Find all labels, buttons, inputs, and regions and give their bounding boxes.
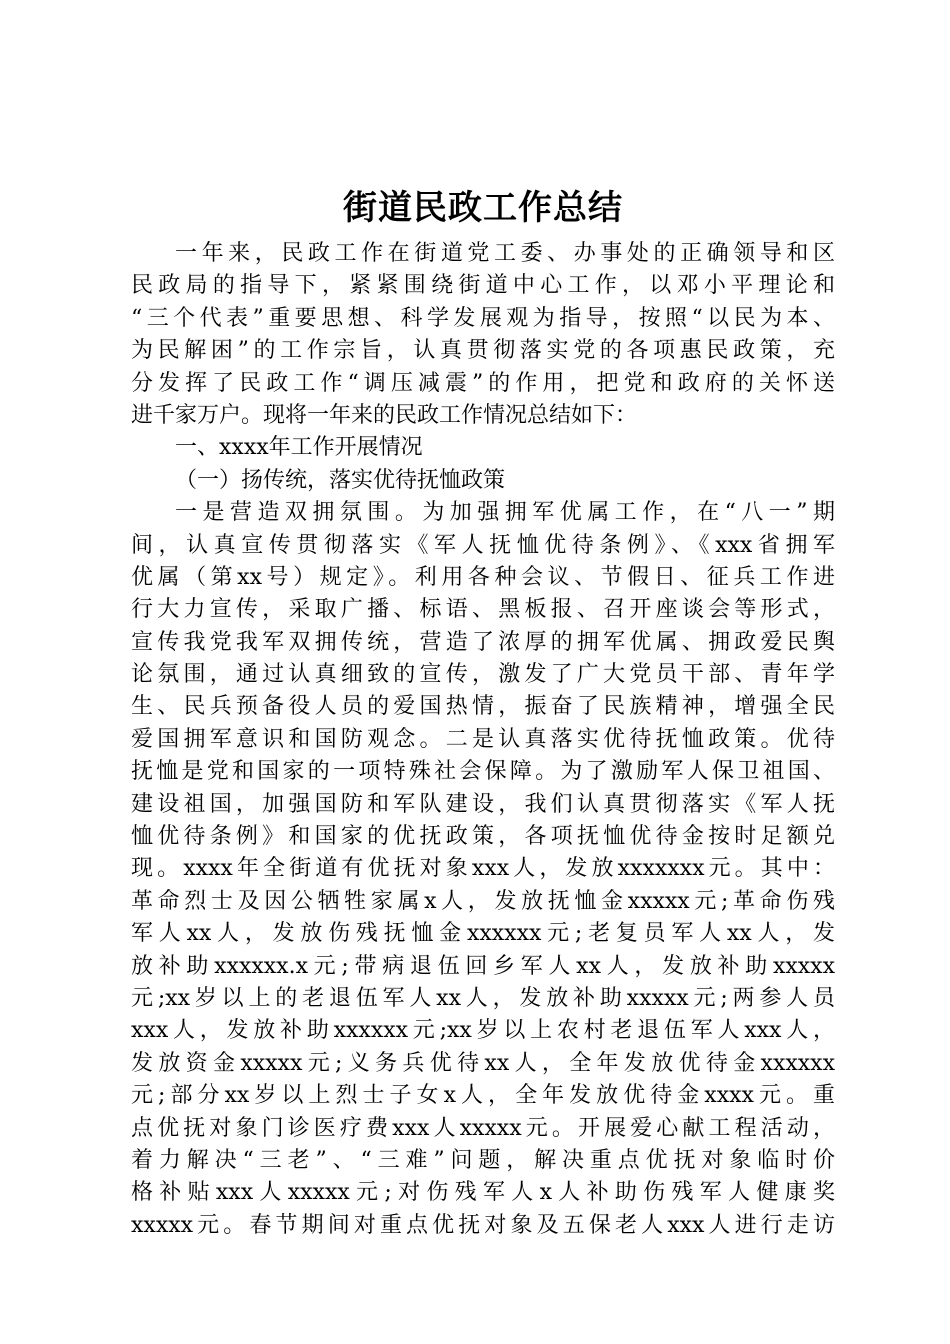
body-text-line: 军人xx人，发放伤残抚恤金xxxxxx元;老复员军人xx人，发 [131,921,835,947]
body-text-line: 行大力宣传，采取广播、标语、黑板报、召开座谈会等形式， [131,597,835,623]
body-text-line: 发放资金xxxxx元;义务兵优待xx人，全年发放优待金xxxxxx [131,1050,835,1076]
body-text-line: 建设祖国，加强国防和军队建设，我们认真贯彻落实《军人抚 [131,791,835,817]
body-text-line: 生、民兵预备役人员的爱国热情，振奋了民族精神，增强全民 [131,694,835,720]
body-text-line: 宣传我党我军双拥传统，营造了浓厚的拥军优属、拥政爱民舆 [131,629,835,655]
body-text-line: 一是营造双拥氛围。为加强拥军优属工作，在“八一”期 [175,500,835,526]
body-text-line: 恤优待条例》和国家的优抚政策，各项抚恤优待金按时足额兑 [131,824,835,850]
section-heading: 一、xxxx年工作开展情况 [175,435,423,461]
body-text-line: 论氛围，通过认真细致的宣传，激发了广大党员干部、青年学 [131,662,835,688]
document-body [131,238,835,1242]
body-text-line: 革命烈士及因公牺牲家属x人，发放抚恤金xxxxx元;革命伤残 [131,888,835,914]
body-text-line: 优属（第xx号）规定》。利用各种会议、节假日、征兵工作进 [131,564,835,590]
body-text-line: 点优抚对象门诊医疗费xxx人xxxxx元。开展爱心献工程活动， [131,1115,835,1141]
body-text-line: xxxxx元。春节期间对重点优抚对象及五保老人xxx人进行走访 [131,1212,835,1238]
body-text-line: 民政局的指导下，紧紧围绕街道中心工作，以邓小平理论和 [131,273,835,299]
body-text-line: 着力解决“三老”、“三难”问题，解决重点优抚对象临时价 [131,1147,835,1173]
body-text-line: 分发挥了民政工作“调压减震”的作用，把党和政府的关怀送 [131,370,835,396]
body-text-line: 间，认真宣传贯彻落实《军人抚恤优待条例》、《xxx省拥军 [131,532,835,558]
body-text-line: “三个代表”重要思想、科学发展观为指导，按照“以民为本、 [131,305,835,331]
body-text-line: 现。xxxx年全街道有优抚对象xxx人，发放xxxxxxx元。其中： [131,856,835,882]
body-text-line: 抚恤是党和国家的一项特殊社会保障。为了激励军人保卫祖国、 [131,759,835,785]
body-text-line: 格补贴xxx人xxxxx元;对伤残军人x人补助伤残军人健康奖 [131,1180,835,1206]
section-heading: （一）扬传统，落实优待抚恤政策 [175,467,506,493]
document-title: 街道民政工作总结 [343,188,623,228]
body-text-line: 进千家万户。现将一年来的民政工作情况总结如下： [131,402,638,428]
body-text-line: 放补助xxxxxx.x元;带病退伍回乡军人xx人，发放补助xxxxx [131,953,835,979]
body-text-line: 一年来，民政工作在街道党工委、办事处的正确领导和区 [175,241,835,266]
body-text-line: xxx人，发放补助xxxxxx元;xx岁以上农村老退伍军人xxx人， [131,1018,835,1044]
body-text-line: 爱国拥军意识和国防观念。二是认真落实优待抚恤政策。优待 [131,726,835,752]
body-text-line: 为民解困”的工作宗旨，认真贯彻落实党的各项惠民政策，充 [131,338,835,364]
body-text-line: 元;xx岁以上的老退伍军人xx人，发放补助xxxxx元;两参人员 [131,985,835,1011]
body-text-line: 元;部分xx岁以上烈士子女x人，全年发放优待金xxxx元。重 [131,1083,835,1109]
